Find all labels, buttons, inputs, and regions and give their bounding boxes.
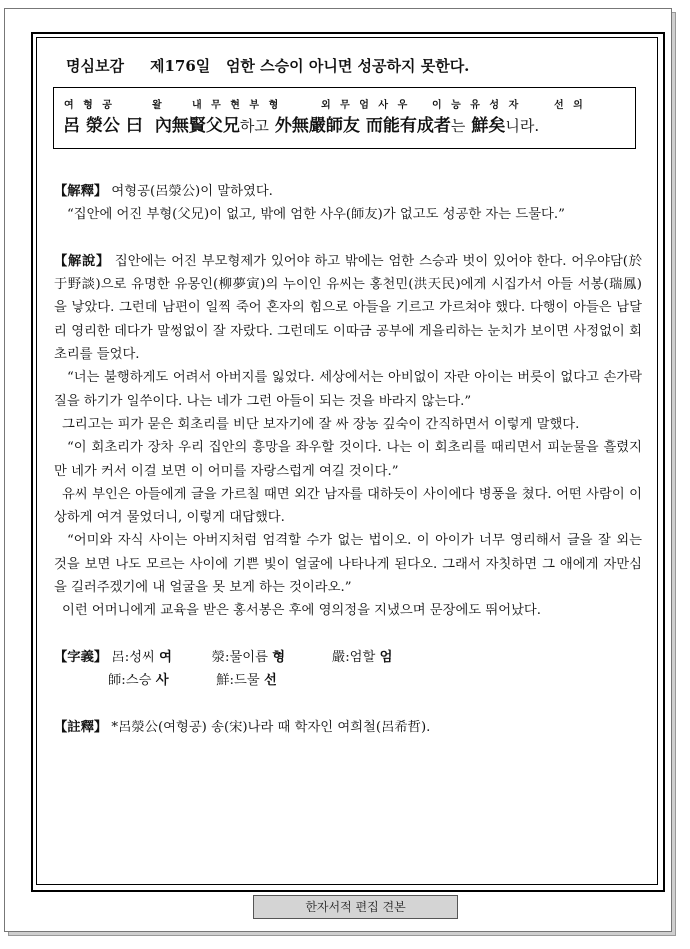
- translation-line-1: 【解釋】 여형공(呂滎公)이 말하였다.: [54, 184, 273, 199]
- glossary-item: 滎:물이름 형: [211, 649, 286, 665]
- hanja-3: 內無賢父兄: [154, 116, 240, 136]
- book-title: 명심보감: [66, 57, 124, 75]
- body-text: [54, 180, 642, 739]
- translation-line-2: “집안에 어진 부형(父兄)이 없고, 밖에 엄한 사우(師友)가 없고도 성공한 자는 드물다.”: [67, 207, 565, 223]
- hanja-1: 呂 滎公: [63, 116, 120, 136]
- commentary-paragraph-1: 【解說】 집안에는 어진 부모형제가 있어야 하고 밖에는 엄한 스승과 벗이 있어야 한다. 어우야담(於于野談)으로 유명한 유몽인(柳夢寅)의 누이인 유씨는 홍천민(洪天民)에게 시집가서 아들 서봉(瑞鳳)을 낳았다. 그런데 남편이 일찍 죽어 혼자의 힘으로 아들을 기르고 가르쳐야 했다. 다행이 아들은 남달리 영리한 데다가 말썽없이 잘 자랐다. 그런데도 이따금 공부에 게을리하는 눈치가 보이면 사정없이 회초리를 들었다.: [54, 253, 642, 363]
- reading-5: 이 능 유 성 자: [432, 100, 522, 111]
- reading-line: [64, 96, 634, 110]
- reading-6: 선 의: [554, 100, 586, 111]
- glossary-row-2: [54, 669, 642, 692]
- sample-edit-button[interactable]: 한자서적 편집 견본: [253, 895, 458, 919]
- commentary-paragraph-4: “이 회초리가 장차 우리 집안의 흥망을 좌우할 것이다. 나는 이 회초리를 때리면서 피눈물을 흘렸지만 네가 커서 이걸 보면 이 어미를 자랑스럽게 여길 것이다.”: [54, 440, 642, 479]
- commentary-paragraph-3: 그리고는 피가 묻은 회초리를 비단 보자기에 잘 싸 장농 깊숙이 간직하면서 이렇게 말했다.: [62, 416, 580, 432]
- day-number: 제176일: [149, 57, 211, 75]
- reading-3: 내 무 현 부 형: [192, 100, 282, 111]
- page-title: [66, 55, 656, 76]
- translation-label: 【解釋】: [54, 184, 108, 199]
- hanja-2: 曰: [125, 116, 143, 136]
- commentary-paragraph-5: 유씨 부인은 아들에게 글을 가르칠 때면 외간 남자를 대하듯이 사이에다 병풍을 쳤다. 어떤 사람이 이상하게 여겨 물었더니, 이렇게 대답했다.: [54, 486, 642, 526]
- commentary-paragraph-7: 이런 어머니에게 교육을 받은 홍서봉은 후에 영의정을 지냈으며 문장에도 뛰어났다.: [62, 603, 541, 619]
- glossary-item: 嚴:엄할 엄: [331, 649, 393, 665]
- hanja-5: 而能有成者: [365, 116, 451, 136]
- hanja-quote: [63, 111, 633, 136]
- glossary-item: 呂:성씨 여: [111, 649, 172, 665]
- hanja-4: 外無嚴師友: [274, 116, 360, 136]
- commentary-paragraph-2: “너는 불행하게도 어려서 아버지를 잃었다. 세상에서는 아비없이 자란 아이는 버릇이 없다고 손가락질을 하기가 일쑤이다. 나는 네가 그런 아들이 되는 것을 바라지 않는다.”: [54, 370, 642, 409]
- suffix-2: 는: [450, 117, 466, 135]
- headline: 엄한 스승이 아니면 성공하지 못한다.: [225, 57, 470, 75]
- notes-label: 【註釋】: [54, 719, 108, 735]
- commentary-paragraph-6: “어미와 자식 사이는 아버지처럼 엄격할 수가 없는 법이오. 이 아이가 너무 영리해서 글을 잘 외는 것을 보면 나도 모르는 사이에 기쁜 빛이 얼굴에 나타나게 된다오. 그래서 자칫하면 그 애에게 자만심을 길러주겠기에 내 얼굴을 못 보게 하는 것이라오.”: [54, 533, 642, 596]
- reading-2: 왈: [152, 100, 165, 111]
- glossary-label: 【字義】: [54, 649, 108, 665]
- reading-1: 여 형 공: [64, 100, 115, 111]
- reading-4: 외 무 엄 사 우: [321, 100, 411, 111]
- suffix-3: 니라.: [505, 117, 540, 135]
- commentary-label: 【解說】: [54, 253, 110, 269]
- suffix-1: 하고: [239, 117, 269, 135]
- hanja-6: 鮮矣: [471, 116, 506, 136]
- glossary-row-1: [54, 646, 642, 669]
- glossary-item: 鮮:드물 선: [216, 673, 277, 689]
- notes-line: 【註釋】 *呂滎公(여형공) 송(宋)나라 때 학자인 여희철(呂希哲).: [54, 719, 431, 735]
- glossary-item: 師:스승 사: [108, 673, 169, 689]
